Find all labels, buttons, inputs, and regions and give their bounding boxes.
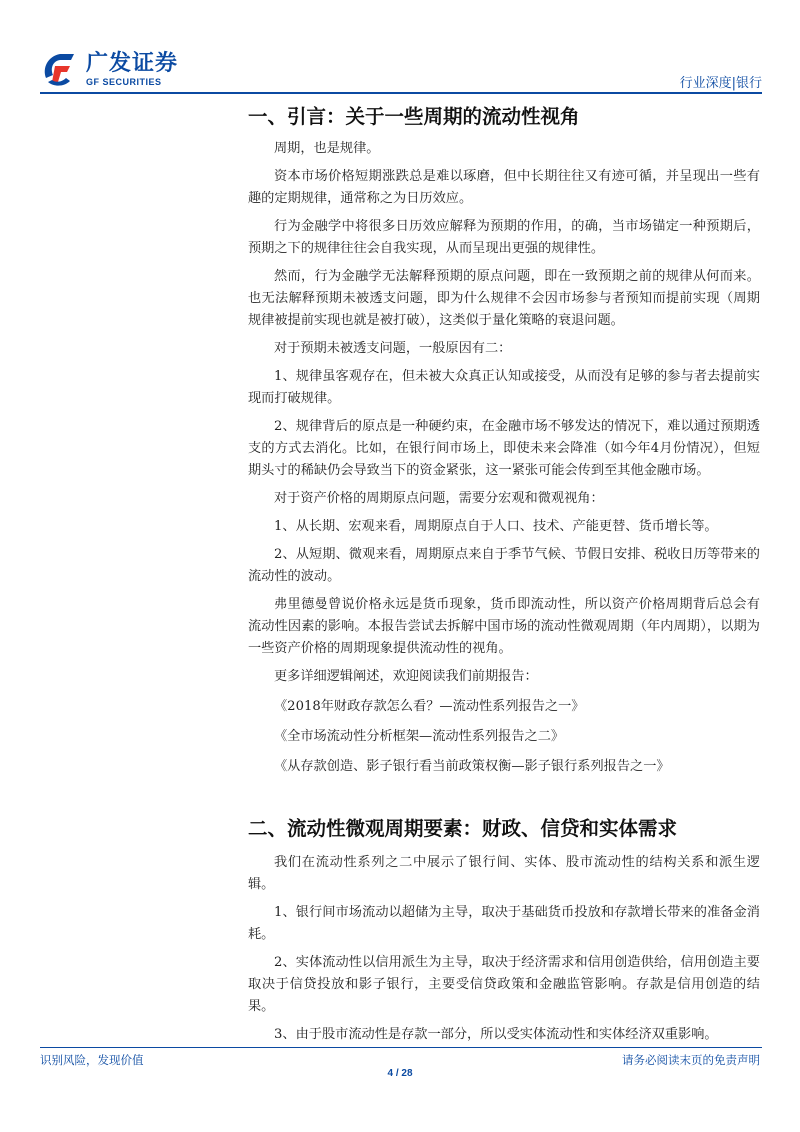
paragraph: 2、规律背后的原点是一种硬约束，在金融市场不够发达的情况下，难以通过预期透支的方式去消化。比如，在银行间市场上，即使未来会降准（如今年4月份情况），但短期头寸的稀缺仍会导致当下的资金紧张，这一紧张可能会传到至其他金融市场。 — [248, 419, 760, 478]
paragraph: 2、实体流动性以信用派生为主导，取决于经济需求和信用创造供给，信用创造主要取决于信贷投放和影子银行，主要受信贷政策和金融监管影响。存款是信用创造的结果。 — [248, 955, 760, 1014]
header-divider — [40, 92, 762, 94]
paragraph: 1、从长期、宏观来看，周期原点自于人口、技术、产能更替、货币增长等。 — [274, 519, 718, 534]
page-header — [40, 50, 762, 95]
paragraph: 资本市场价格短期涨跌总是难以琢磨，但中长期往往又有迹可循，并呈现出一些有趣的定期规律，通常称之为日历效应。 — [248, 169, 760, 206]
paragraph: 更多详细逻辑阐述，欢迎阅读我们前期报告： — [274, 669, 538, 684]
footer-divider — [40, 1047, 762, 1048]
section-1-title: 一、引言：关于一些周期的流动性视角 — [248, 105, 580, 128]
paragraph: 然而，行为金融学无法解释预期的原点问题，即在一致预期之前的规律从何而来。也无法解释预期未被透支问题，即为什么规律不会因市场参与者预知而提前实现（周期规律被提前实现也就是被打破），这类似于量化策略的衰退问题。 — [248, 269, 760, 328]
paragraph: 我们在流动性系列之二中展示了银行间、实体、股市流动性的结构关系和派生逻辑。 — [248, 855, 760, 892]
footer-slogan: 识别风险，发现价值 — [40, 1053, 144, 1067]
page-number: 4 / 28 — [387, 1068, 413, 1079]
footer-disclaimer: 请务必阅读末页的免责声明 — [622, 1053, 760, 1067]
report-reference: 《2018年财政存款怎么看？—流动性系列报告之一》 — [274, 699, 585, 714]
report-reference: 《全市场流动性分析框架—流动性系列报告之二》 — [274, 729, 565, 744]
gf-logo-icon — [40, 50, 80, 88]
section-2-title: 二、流动性微观周期要素：财政、信贷和实体需求 — [248, 817, 678, 840]
paragraph: 行为金融学中将很多日历效应解释为预期的作用，的确，当市场锚定一种预期后，预期之下的规律往往会自我实现，从而呈现出更强的规律性。 — [248, 219, 760, 256]
logo-chinese-name: 广发证券 — [86, 50, 179, 76]
paragraph: 对于预期未被透支问题，一般原因有二： — [274, 341, 512, 356]
paragraph: 周期，也是规律。 — [274, 141, 380, 156]
paragraph: 2、从短期、微观来看，周期原点来自于季节气候、节假日安排、税收日历等带来的流动性的波动。 — [248, 547, 760, 584]
company-logo — [40, 50, 178, 88]
paragraph: 1、规律虽客观存在，但未被大众真正认知或接受，从而没有足够的参与者去提前实现而打破规律。 — [248, 369, 760, 406]
report-reference: 《从存款创造、影子银行看当前政策权衡—影子银行系列报告之一》 — [274, 759, 670, 774]
paragraph: 弗里德曼曾说价格永远是货币现象，货币即流动性，所以资产价格周期背后总会有流动性因素的影响。本报告尝试去拆解中国市场的流动性微观周期（年内周期），以期为一些资产价格的周期现象提供流动性的视角。 — [248, 597, 760, 656]
report-category: 行业深度|银行 — [679, 76, 762, 91]
logo-english-name: GF SECURITIES — [86, 76, 162, 87]
paragraph: 3、由于股市流动性是存款一部分，所以受实体流动性和实体经济双重影响。 — [274, 1027, 718, 1042]
paragraph: 1、银行间市场流动以超储为主导，取决于基础货币投放和存款增长带来的准备金消耗。 — [248, 905, 760, 942]
paragraph: 对于资产价格的周期原点问题，需要分宏观和微观视角： — [274, 491, 604, 506]
